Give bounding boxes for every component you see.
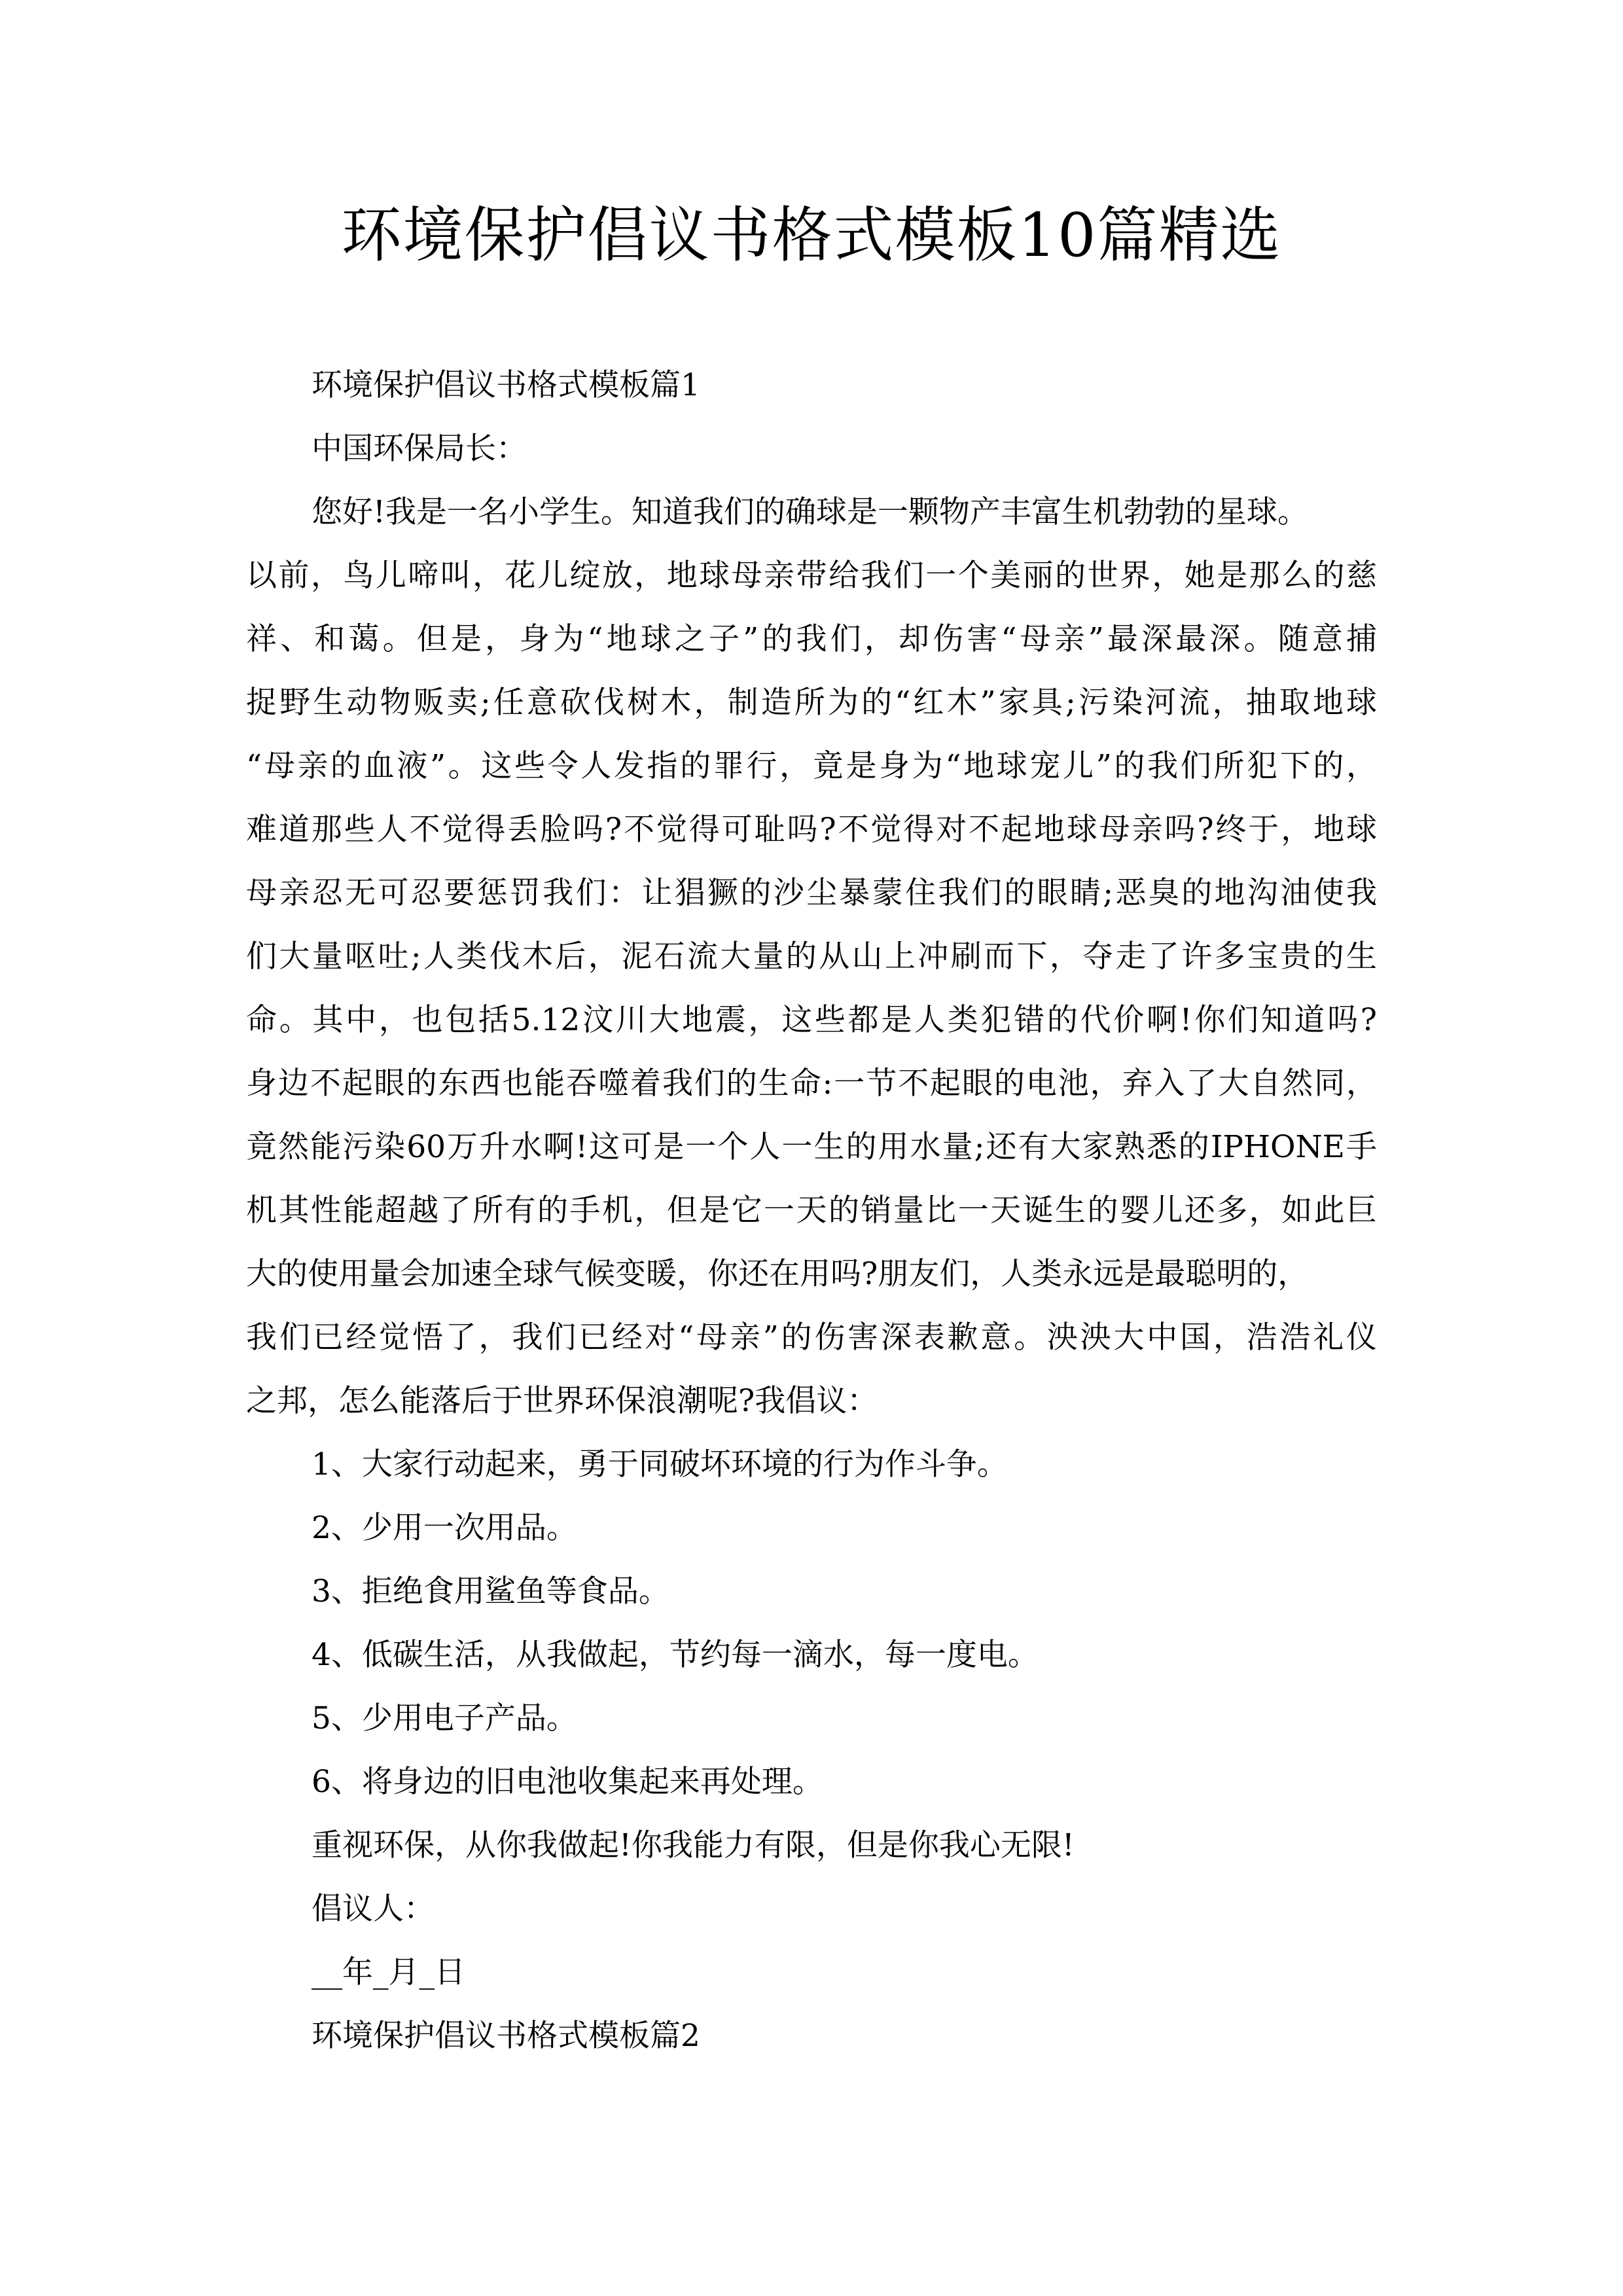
proposal-item: 1、大家行动起来，勇于同破坏环境的行为作斗争。 bbox=[312, 1446, 1008, 1482]
section-heading: 环境保护倡议书格式模板篇1 bbox=[312, 367, 700, 403]
salutation: 中国环保局长： bbox=[312, 431, 527, 467]
paragraph-line: 祥、和蔼。但是，身为“地球之子”的我们，却伤害“母亲”最深最深。随意捕 bbox=[246, 621, 1377, 657]
proposal-item: 4、低碳生活，从我做起，节约每一滴水，每一度电。 bbox=[312, 1637, 1039, 1673]
signature-label: 倡议人： bbox=[312, 1891, 435, 1927]
proposal-item: 6、将身边的旧电池收集起来再处理。 bbox=[312, 1764, 823, 1800]
closing-statement: 重视环保，从你我做起!你我能力有限，但是你我心无限! bbox=[312, 1827, 1075, 1863]
paragraph-line: 机其性能超越了所有的手机，但是它一天的销量比一天诞生的婴儿还多，如此巨 bbox=[246, 1193, 1377, 1229]
paragraph-line: 难道那些人不觉得丢脸吗?不觉得可耻吗?不觉得对不起地球母亲吗?终于，地球 bbox=[246, 812, 1377, 848]
paragraph-line: 之邦，怎么能落后于世界环保浪潮呢?我倡议： bbox=[246, 1383, 878, 1419]
letter-paragraph bbox=[246, 480, 1378, 1433]
paragraph-line: 捉野生动物贩卖;任意砍伐树木，制造所为的“红木”家具;污染河流，抽取地球 bbox=[246, 685, 1377, 721]
paragraph-line: 身边不起眼的东西也能吞噬着我们的生命:一节不起眼的电池，弃入了大自然同， bbox=[246, 1066, 1377, 1102]
proposal-list bbox=[246, 1433, 1378, 1814]
document-body bbox=[246, 353, 1378, 2068]
proposal-item: 2、少用一次用品。 bbox=[312, 1510, 577, 1546]
paragraph-line: 我们已经觉悟了，我们已经对“母亲”的伤害深表歉意。泱泱大中国，浩浩礼仪 bbox=[246, 1319, 1377, 1355]
paragraph-line: 们大量呕吐;人类伐木后，泥石流大量的从山上冲刷而下，夺走了许多宝贵的生 bbox=[246, 939, 1377, 975]
date-line: __年_月_日 bbox=[312, 1954, 465, 1990]
proposal-item: 3、拒绝食用鲨鱼等食品。 bbox=[312, 1573, 669, 1609]
paragraph-line: 竟然能污染60万升水啊!这可是一个人一生的用水量;还有大家熟悉的IPHONE手 bbox=[246, 1129, 1377, 1165]
paragraph-line: “母亲的血液”。这些令人发指的罪行，竟是身为“地球宠儿”的我们所犯下的， bbox=[246, 748, 1377, 784]
paragraph-line: 大的使用量会加速全球气候变暖，你还在用吗?朋友们，人类永远是最聪明的， bbox=[246, 1256, 1309, 1292]
paragraph-line: 母亲忍无可忍要惩罚我们：让猖獗的沙尘暴蒙住我们的眼睛;恶臭的地沟油使我 bbox=[246, 875, 1377, 911]
proposal-item: 5、少用电子产品。 bbox=[312, 1700, 577, 1736]
paragraph-line: 命。其中，也包括5.12汶川大地震，这些都是人类犯错的代价啊!你们知道吗? bbox=[246, 1002, 1377, 1038]
document-title: 环境保护倡议书格式模板10篇精选 bbox=[341, 200, 1282, 270]
paragraph-line: 您好!我是一名小学生。知道我们的确球是一颗物产丰富生机勃勃的星球。 bbox=[312, 494, 1308, 530]
section-heading: 环境保护倡议书格式模板篇2 bbox=[312, 2018, 700, 2054]
paragraph-line: 以前，鸟儿啼叫，花儿绽放，地球母亲带给我们一个美丽的世界，她是那么的慈 bbox=[246, 558, 1377, 594]
